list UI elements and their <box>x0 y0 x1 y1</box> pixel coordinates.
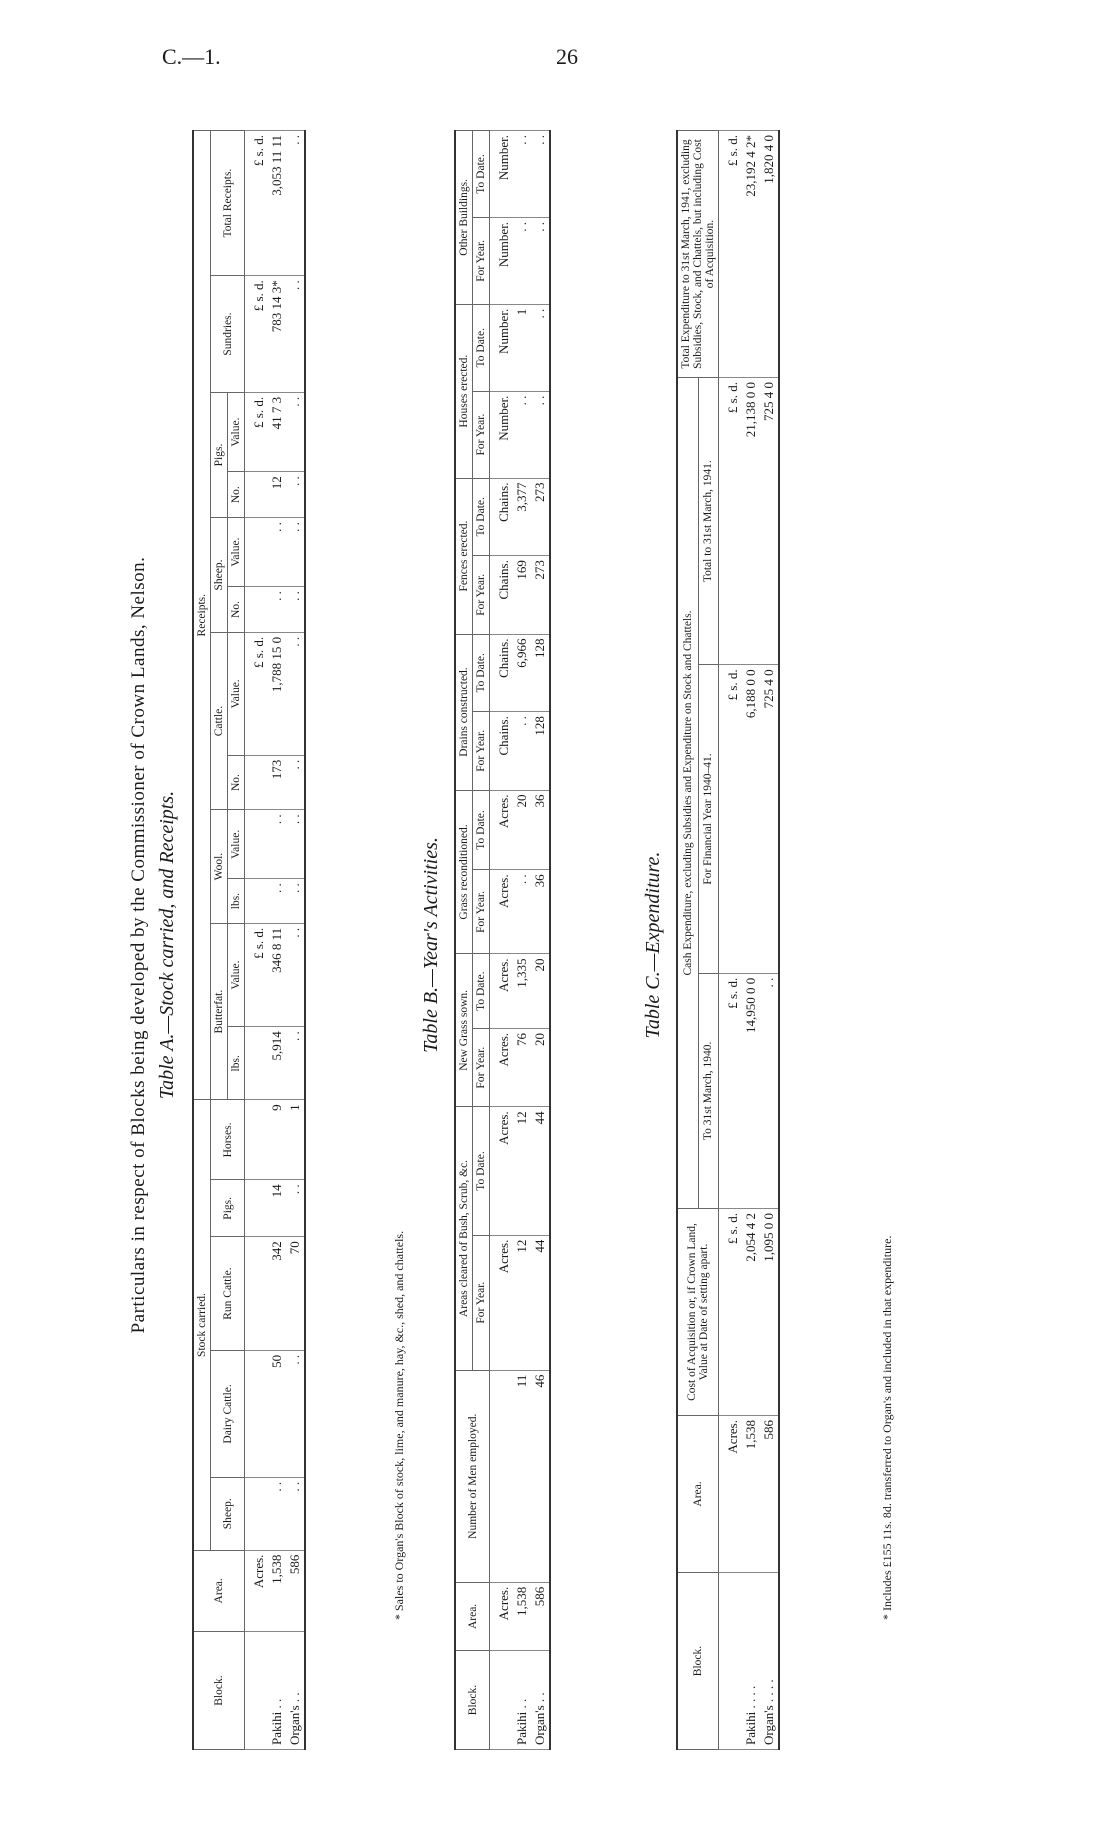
unit-acres: Acres. <box>490 870 514 954</box>
cell-drains-year: 128 <box>531 712 550 790</box>
cell-pig-val: . . <box>286 392 305 471</box>
table-b-caption: Table B.—Year's Activities. <box>420 837 442 1053</box>
cell-pig-no: . . <box>286 472 305 518</box>
group-receipts: Receipts. <box>193 131 211 1100</box>
cell-cost: 2,054 4 2 <box>742 1209 760 1416</box>
col-for-year: For Year. <box>473 870 490 954</box>
unit-money: £ s. d. <box>245 632 269 755</box>
doc-reference: C.—1. <box>162 44 221 69</box>
cell-sh-no: . . <box>286 587 305 633</box>
cell-sh-val: . . <box>268 518 286 587</box>
cell-wool-val: . . <box>268 810 286 879</box>
cell-area: 1,538 <box>513 1582 531 1650</box>
cell-fences-date: 273 <box>531 478 550 556</box>
col-to-date: To Date. <box>473 954 490 1029</box>
cell-grass-year: 76 <box>513 1028 531 1106</box>
col-for-year: For Year. <box>473 1235 490 1370</box>
units-row <box>490 131 514 1750</box>
col-sheep: Sheep. <box>211 1477 245 1550</box>
table-a-caption: Table A.—Stock carried, and Receipts. <box>156 790 178 1100</box>
col-for-year: For Year. <box>473 217 490 304</box>
unit-acres: Acres. <box>490 1107 514 1235</box>
unit-money: £ s. d. <box>719 665 743 973</box>
col-block: Block. <box>455 1651 490 1750</box>
cell-total: 3,053 11 11 <box>268 131 286 276</box>
unit-chains: Chains. <box>490 478 514 556</box>
unit-chains: Chains. <box>490 634 514 712</box>
cell-houses-year: . . <box>513 391 531 478</box>
table-row <box>760 131 779 1750</box>
unit-money: £ s. d. <box>719 378 743 665</box>
cell-financial-year: 6,188 0 0 <box>742 665 760 973</box>
cell-wool-val: . . <box>286 810 305 879</box>
cell-block: Organ's . . <box>531 1651 550 1750</box>
unit-acres: Acres. <box>719 1416 743 1573</box>
cell-to-1940: 14,950 0 0 <box>742 973 760 1208</box>
col-to-date: To Date. <box>473 478 490 556</box>
cell-run: 70 <box>286 1237 305 1351</box>
cell-block: Organ's . . . . <box>760 1573 779 1750</box>
col-to-date: To Date. <box>473 1107 490 1235</box>
group-cattle: Cattle. <box>211 632 228 809</box>
units-row <box>245 131 269 1750</box>
col-sheep-no: No. <box>228 587 245 633</box>
cell-pig-val: 41 7 3 <box>268 392 286 471</box>
table-c-caption: Table C.—Expenditure. <box>642 851 664 1039</box>
cell-dairy: . . <box>286 1350 305 1477</box>
cell-cleared-date: 12 <box>513 1107 531 1235</box>
table-a <box>192 130 306 1750</box>
cell-houses-date: 1 <box>513 304 531 391</box>
cell-bf-lbs: . . <box>286 1027 305 1100</box>
table-b <box>454 130 551 1750</box>
col-for-year: For Year. <box>473 1028 490 1106</box>
group-new-grass: New Grass sown. <box>455 954 473 1107</box>
col-dairy-cattle: Dairy Cattle. <box>211 1350 245 1477</box>
col-total-receipts: Total Receipts. <box>211 131 245 276</box>
unit-acres: Acres. <box>490 954 514 1029</box>
cell-fences-date: 3,377 <box>513 478 531 556</box>
cell-cat-val: . . <box>286 632 305 755</box>
cell-drains-date: 128 <box>531 634 550 712</box>
col-butterfat-value: Value. <box>228 923 245 1026</box>
unit-number: Number. <box>490 217 514 304</box>
col-area: Area. <box>677 1416 719 1573</box>
cell-block: Pakihi . . <box>513 1651 531 1750</box>
col-pigs-value: Value. <box>228 392 245 471</box>
cell-cat-no: . . <box>286 755 305 810</box>
cell-sh-val: . . <box>286 518 305 587</box>
cell-cleared-year: 44 <box>531 1235 550 1370</box>
col-sundries: Sundries. <box>211 276 245 393</box>
cell-pigs: . . <box>286 1180 305 1237</box>
col-to-date: To Date. <box>473 131 490 218</box>
cell-wool-lbs: . . <box>286 879 305 924</box>
cell-fences-year: 273 <box>531 556 550 634</box>
cell-horses: 1 <box>286 1100 305 1180</box>
col-to-1940: To 31st March, 1940. <box>698 973 718 1208</box>
cell-regrass-date: 20 <box>513 790 531 870</box>
group-drains: Drains constructed. <box>455 634 473 790</box>
unit-chains: Chains. <box>490 712 514 790</box>
cell-area: 586 <box>286 1550 305 1631</box>
unit-money: £ s. d. <box>719 131 743 378</box>
cell-grass-year: 20 <box>531 1028 550 1106</box>
cell-houses-date: . . <box>531 304 550 391</box>
col-block: Block. <box>677 1573 719 1750</box>
col-sheep-value: Value. <box>228 518 245 587</box>
col-to-date: To Date. <box>473 634 490 712</box>
col-wool-lbs: lbs. <box>228 879 245 924</box>
cell-other-date: . . <box>513 131 531 218</box>
col-pigs-no: No. <box>228 472 245 518</box>
group-stock-carried: Stock carried. <box>193 1100 211 1550</box>
group-sheep-receipts: Sheep. <box>211 518 228 633</box>
cell-to-1940: . . <box>760 973 779 1208</box>
cell-drains-date: 6,966 <box>513 634 531 712</box>
table-row <box>513 131 531 1750</box>
cell-cleared-date: 44 <box>531 1107 550 1235</box>
unit-money: £ s. d. <box>719 973 743 1208</box>
cell-regrass-year: 36 <box>531 870 550 954</box>
cell-total: . . <box>286 131 305 276</box>
cell-area: 1,538 <box>268 1550 286 1631</box>
col-for-year: For Year. <box>473 391 490 478</box>
cell-pigs: 14 <box>268 1180 286 1237</box>
col-butterfat-lbs: lbs. <box>228 1027 245 1100</box>
unit-acres: Acres. <box>490 1235 514 1370</box>
col-men-employed: Number of Men employed. <box>455 1370 490 1582</box>
unit-chains: Chains. <box>490 556 514 634</box>
cell-run: 342 <box>268 1237 286 1351</box>
table-row <box>286 131 305 1750</box>
cell-cost: 1,095 0 0 <box>760 1209 779 1416</box>
rotated-page-content <box>120 100 940 1790</box>
cell-cat-no: 173 <box>268 755 286 810</box>
cell-men: 11 <box>513 1370 531 1582</box>
group-fences: Fences erected. <box>455 478 473 634</box>
unit-acres: Acres. <box>490 1582 514 1650</box>
cell-other-year: . . <box>531 217 550 304</box>
cell-sheep: . . <box>268 1477 286 1550</box>
cell-horses: 9 <box>268 1100 286 1180</box>
col-area: Area. <box>193 1550 245 1631</box>
col-to-date: To Date. <box>473 304 490 391</box>
cell-cleared-year: 12 <box>513 1235 531 1370</box>
cell-houses-year: . . <box>531 391 550 478</box>
cell-total: 1,820 4 0 <box>760 131 779 378</box>
col-cattle-value: Value. <box>228 632 245 755</box>
unit-number: Number. <box>490 304 514 391</box>
cell-to-1941: 21,138 0 0 <box>742 378 760 665</box>
col-total-expenditure: Total Expenditure to 31st March, 1941, excluding Subsidies, Stock, and Chattels, but including Cost of Acquisition. <box>677 131 719 378</box>
cell-bf-val: 346 8 11 <box>268 923 286 1026</box>
group-other-buildings: Other Buildings. <box>455 131 473 305</box>
cell-other-date: . . <box>531 131 550 218</box>
cell-sh-no: . . <box>268 587 286 633</box>
col-wool-value: Value. <box>228 810 245 879</box>
unit-acres: Acres. <box>245 1550 269 1631</box>
cell-area: 1,538 <box>742 1416 760 1573</box>
cell-men: 46 <box>531 1370 550 1582</box>
col-to-date: To Date. <box>473 790 490 870</box>
unit-money: £ s. d. <box>245 923 269 1026</box>
unit-money: £ s. d. <box>245 131 269 276</box>
unit-acres: Acres. <box>490 1028 514 1106</box>
cell-sundries: . . <box>286 276 305 393</box>
group-pigs-receipts: Pigs. <box>211 392 228 517</box>
col-cattle-no: No. <box>228 755 245 810</box>
cell-dairy: 50 <box>268 1350 286 1477</box>
col-cost-of-acquisition: Cost of Acquisition or, if Crown Land, Value at Date of setting apart. <box>677 1209 719 1416</box>
col-block: Block. <box>193 1632 245 1750</box>
cell-block: Pakihi . . . . <box>742 1573 760 1750</box>
group-cash-expenditure: Cash Expenditure, excluding Subsidies and Expenditure on Stock and Chattels. <box>677 378 698 1209</box>
cell-bf-lbs: 5,914 <box>268 1027 286 1100</box>
col-area: Area. <box>455 1582 490 1650</box>
cell-to-1941: 725 4 0 <box>760 378 779 665</box>
col-horses: Horses. <box>211 1100 245 1180</box>
table-row <box>531 131 550 1750</box>
col-to-1941: Total to 31st March, 1941. <box>698 378 718 665</box>
cell-regrass-date: 36 <box>531 790 550 870</box>
cell-total: 23,192 4 2* <box>742 131 760 378</box>
cell-wool-lbs: . . <box>268 879 286 924</box>
unit-money: £ s. d. <box>245 392 269 471</box>
col-for-year: For Year. <box>473 556 490 634</box>
unit-acres: Acres. <box>490 790 514 870</box>
group-houses: Houses erected. <box>455 304 473 478</box>
table-row <box>268 131 286 1750</box>
document-title: Particulars in respect of Blocks being developed by the Commissioner of Crown Lands, Nelson. <box>128 556 149 1334</box>
cell-pig-no: 12 <box>268 472 286 518</box>
group-grass-reconditioned: Grass reconditioned. <box>455 790 473 954</box>
table-a-footnote: * Sales to Organ's Block of stock, lime, and manure, hay, &c., shed, and chattels. <box>392 1230 406 1620</box>
cell-area: 586 <box>760 1416 779 1573</box>
col-run-cattle: Run Cattle. <box>211 1237 245 1351</box>
cell-other-year: . . <box>513 217 531 304</box>
cell-fences-year: 169 <box>513 556 531 634</box>
col-financial-year: For Financial Year 1940–41. <box>698 665 718 973</box>
table-c <box>676 130 780 1750</box>
cell-bf-val: . . <box>286 923 305 1026</box>
cell-cat-val: 1,788 15 0 <box>268 632 286 755</box>
col-pigs: Pigs. <box>211 1180 245 1237</box>
cell-drains-year: . . <box>513 712 531 790</box>
unit-money: £ s. d. <box>719 1209 743 1416</box>
page-number: 26 <box>556 44 578 69</box>
table-row <box>742 131 760 1750</box>
table-c-footnote: * Includes £155 11s. 8d. transferred to Organ's and included in that expenditure. <box>880 1235 894 1620</box>
cell-sheep: . . <box>286 1477 305 1550</box>
group-butterfat: Butterfat. <box>211 923 228 1100</box>
col-for-year: For Year. <box>473 712 490 790</box>
cell-grass-date: 20 <box>531 954 550 1029</box>
cell-grass-date: 1,335 <box>513 954 531 1029</box>
unit-number: Number. <box>490 131 514 218</box>
cell-regrass-year: . . <box>513 870 531 954</box>
cell-block: Organ's . . <box>286 1632 305 1750</box>
cell-financial-year: 725 4 0 <box>760 665 779 973</box>
cell-block: Pakihi . . <box>268 1632 286 1750</box>
unit-number: Number. <box>490 391 514 478</box>
cell-area: 586 <box>531 1582 550 1650</box>
units-row <box>719 131 743 1750</box>
group-wool: Wool. <box>211 810 228 924</box>
unit-money: £ s. d. <box>245 276 269 393</box>
group-areas-cleared: Areas cleared of Bush, Scrub, &c. <box>455 1107 473 1370</box>
cell-sundries: 783 14 3* <box>268 276 286 393</box>
